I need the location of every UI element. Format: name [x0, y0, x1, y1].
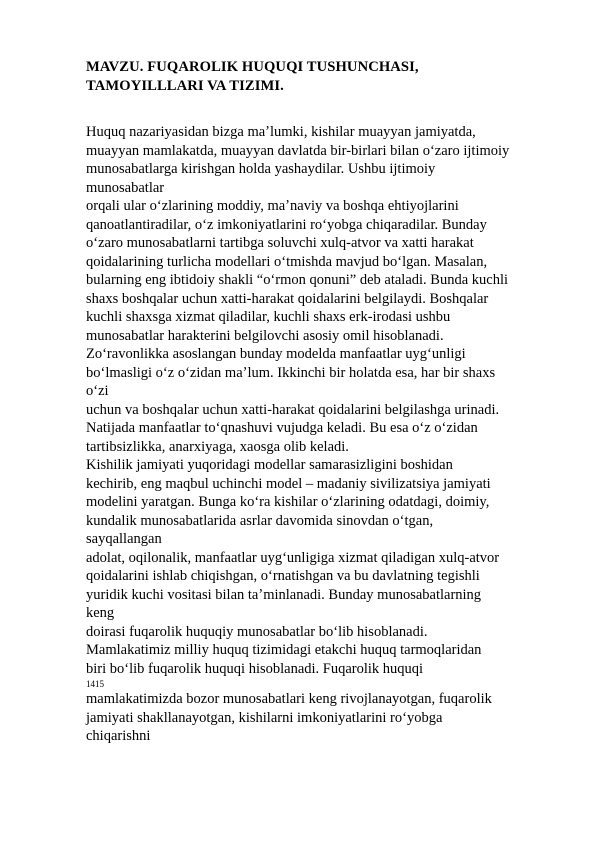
text-line: adolat, oqilonalik, manfaatlar uygʻunligiga xizmat qiladigan xulq-atvor: [86, 549, 500, 566]
text-line: Kishilik jamiyati yuqoridagi modellar samarasizligini boshidan: [86, 457, 453, 473]
text-line: jamiyati shakllanayotgan, kishilarni imkoniyatlarini roʻyobga: [86, 709, 443, 726]
text-line: qoidalarining turlicha modellari oʻtmishda mavjud boʻlgan. Masalan,: [86, 253, 488, 270]
text-line: qanoatlantiradilar, oʻz imkoniyatlarini roʻyobga chiqaradilar. Bunday: [86, 216, 487, 233]
text-line: mamlakatimizda bozor munosabatlari keng rivojlanayotgan, fuqarolik: [86, 691, 492, 707]
text-line: doirasi fuqarolik huquqiy munosabatlar boʻlib hisoblanadi.: [86, 623, 428, 640]
title-line: TAMOYILLLARI VA TIZIMI.: [86, 78, 284, 94]
text-line: keng: [86, 605, 115, 621]
text-line: boʻlmasligi oʻz oʻzidan maʼlum. Ikkinchi bir holatda esa, har bir shaxs: [86, 364, 496, 381]
text-line: munosabatlarga kirishgan holda yashaydilar. Ushbu ijtimoiy: [86, 161, 436, 177]
text-line: munosabatlar: [86, 179, 165, 196]
text-line: Huquq nazariyasidan bizga maʼlumki, kishilar muayyan jamiyatda,: [86, 124, 476, 140]
text-line: kuchli shaxsga xizmat qiladilar, kuchli shaxs erk-irodasi ushbu: [86, 309, 451, 325]
text-line: oʻzaro munosabatlarni tartibga soluvchi xulq-atvor va xatti harakat: [86, 235, 474, 251]
text-line: sayqallangan: [86, 531, 162, 547]
text-line: Zoʻravonlikka asoslangan bunday modelda manfaatlar uygʻunligi: [86, 346, 466, 362]
text-line: orqali ular oʻzlarining moddiy, maʼnaviy va boshqa ehtiyojlarini: [86, 198, 459, 214]
text-line: uchun va boshqalar uchun xatti-harakat qoidalarini belgilashga urinadi.: [86, 401, 500, 418]
text-line: Mamlakatimiz milliy huquq tizimidagi etakchi huquq tarmoqlaridan: [86, 642, 482, 658]
text-line: biri boʻlib fuqarolik huquqi hisoblanadi. Fuqarolik huquqi: [86, 660, 424, 677]
text-line: shaxs boshqalar uchun xatti-harakat qoidalarini belgilaydi. Boshqalar: [86, 290, 489, 307]
text-line: bularning eng ibtidoiy shakli “oʻrmon qonuni” deb ataladi. Bunda kuchli: [86, 272, 509, 288]
text-line: qoidalarini ishlab chiqishgan, oʻrnatishgan va bu davlatning tegishli: [86, 568, 480, 584]
text-line: muayyan mamlakatda, muayyan davlatda bir-birlari bilan oʻzaro ijtimoiy: [86, 142, 510, 159]
text-line: yuridik kuchi vositasi bilan taʼminlanadi. Bunday munosabatlarning: [86, 586, 482, 603]
text-line: munosabatlar harakterini belgilovchi asosiy omil hisoblanadi.: [86, 327, 444, 344]
text-line: tartibsizlikka, anarxiyaga, xaosga olib keladi.: [86, 438, 349, 455]
document-title: [86, 58, 419, 96]
text-line: kechirib, eng maqbul uchinchi model – madaniy sivilizatsiya jamiyati: [86, 475, 491, 492]
text-line: kundalik munosabatlarida asrlar davomida sinovdan oʻtgan,: [86, 512, 434, 529]
text-line: chiqarishni: [86, 728, 151, 744]
text-line: oʻzi: [86, 383, 109, 399]
footnote-marker: 1415: [86, 679, 104, 689]
body-text: [86, 123, 576, 746]
text-line: modelini yaratgan. Bunga koʻra kishilar oʻzlarining odatdagi, doimiy,: [86, 494, 490, 510]
title-line: MAVZU. FUQAROLIK HUQUQI TUSHUNCHASI,: [86, 59, 419, 75]
text-line: Natijada manfaatlar toʻqnashuvi vujudga keladi. Bu esa oʻz oʻzidan: [86, 420, 478, 436]
